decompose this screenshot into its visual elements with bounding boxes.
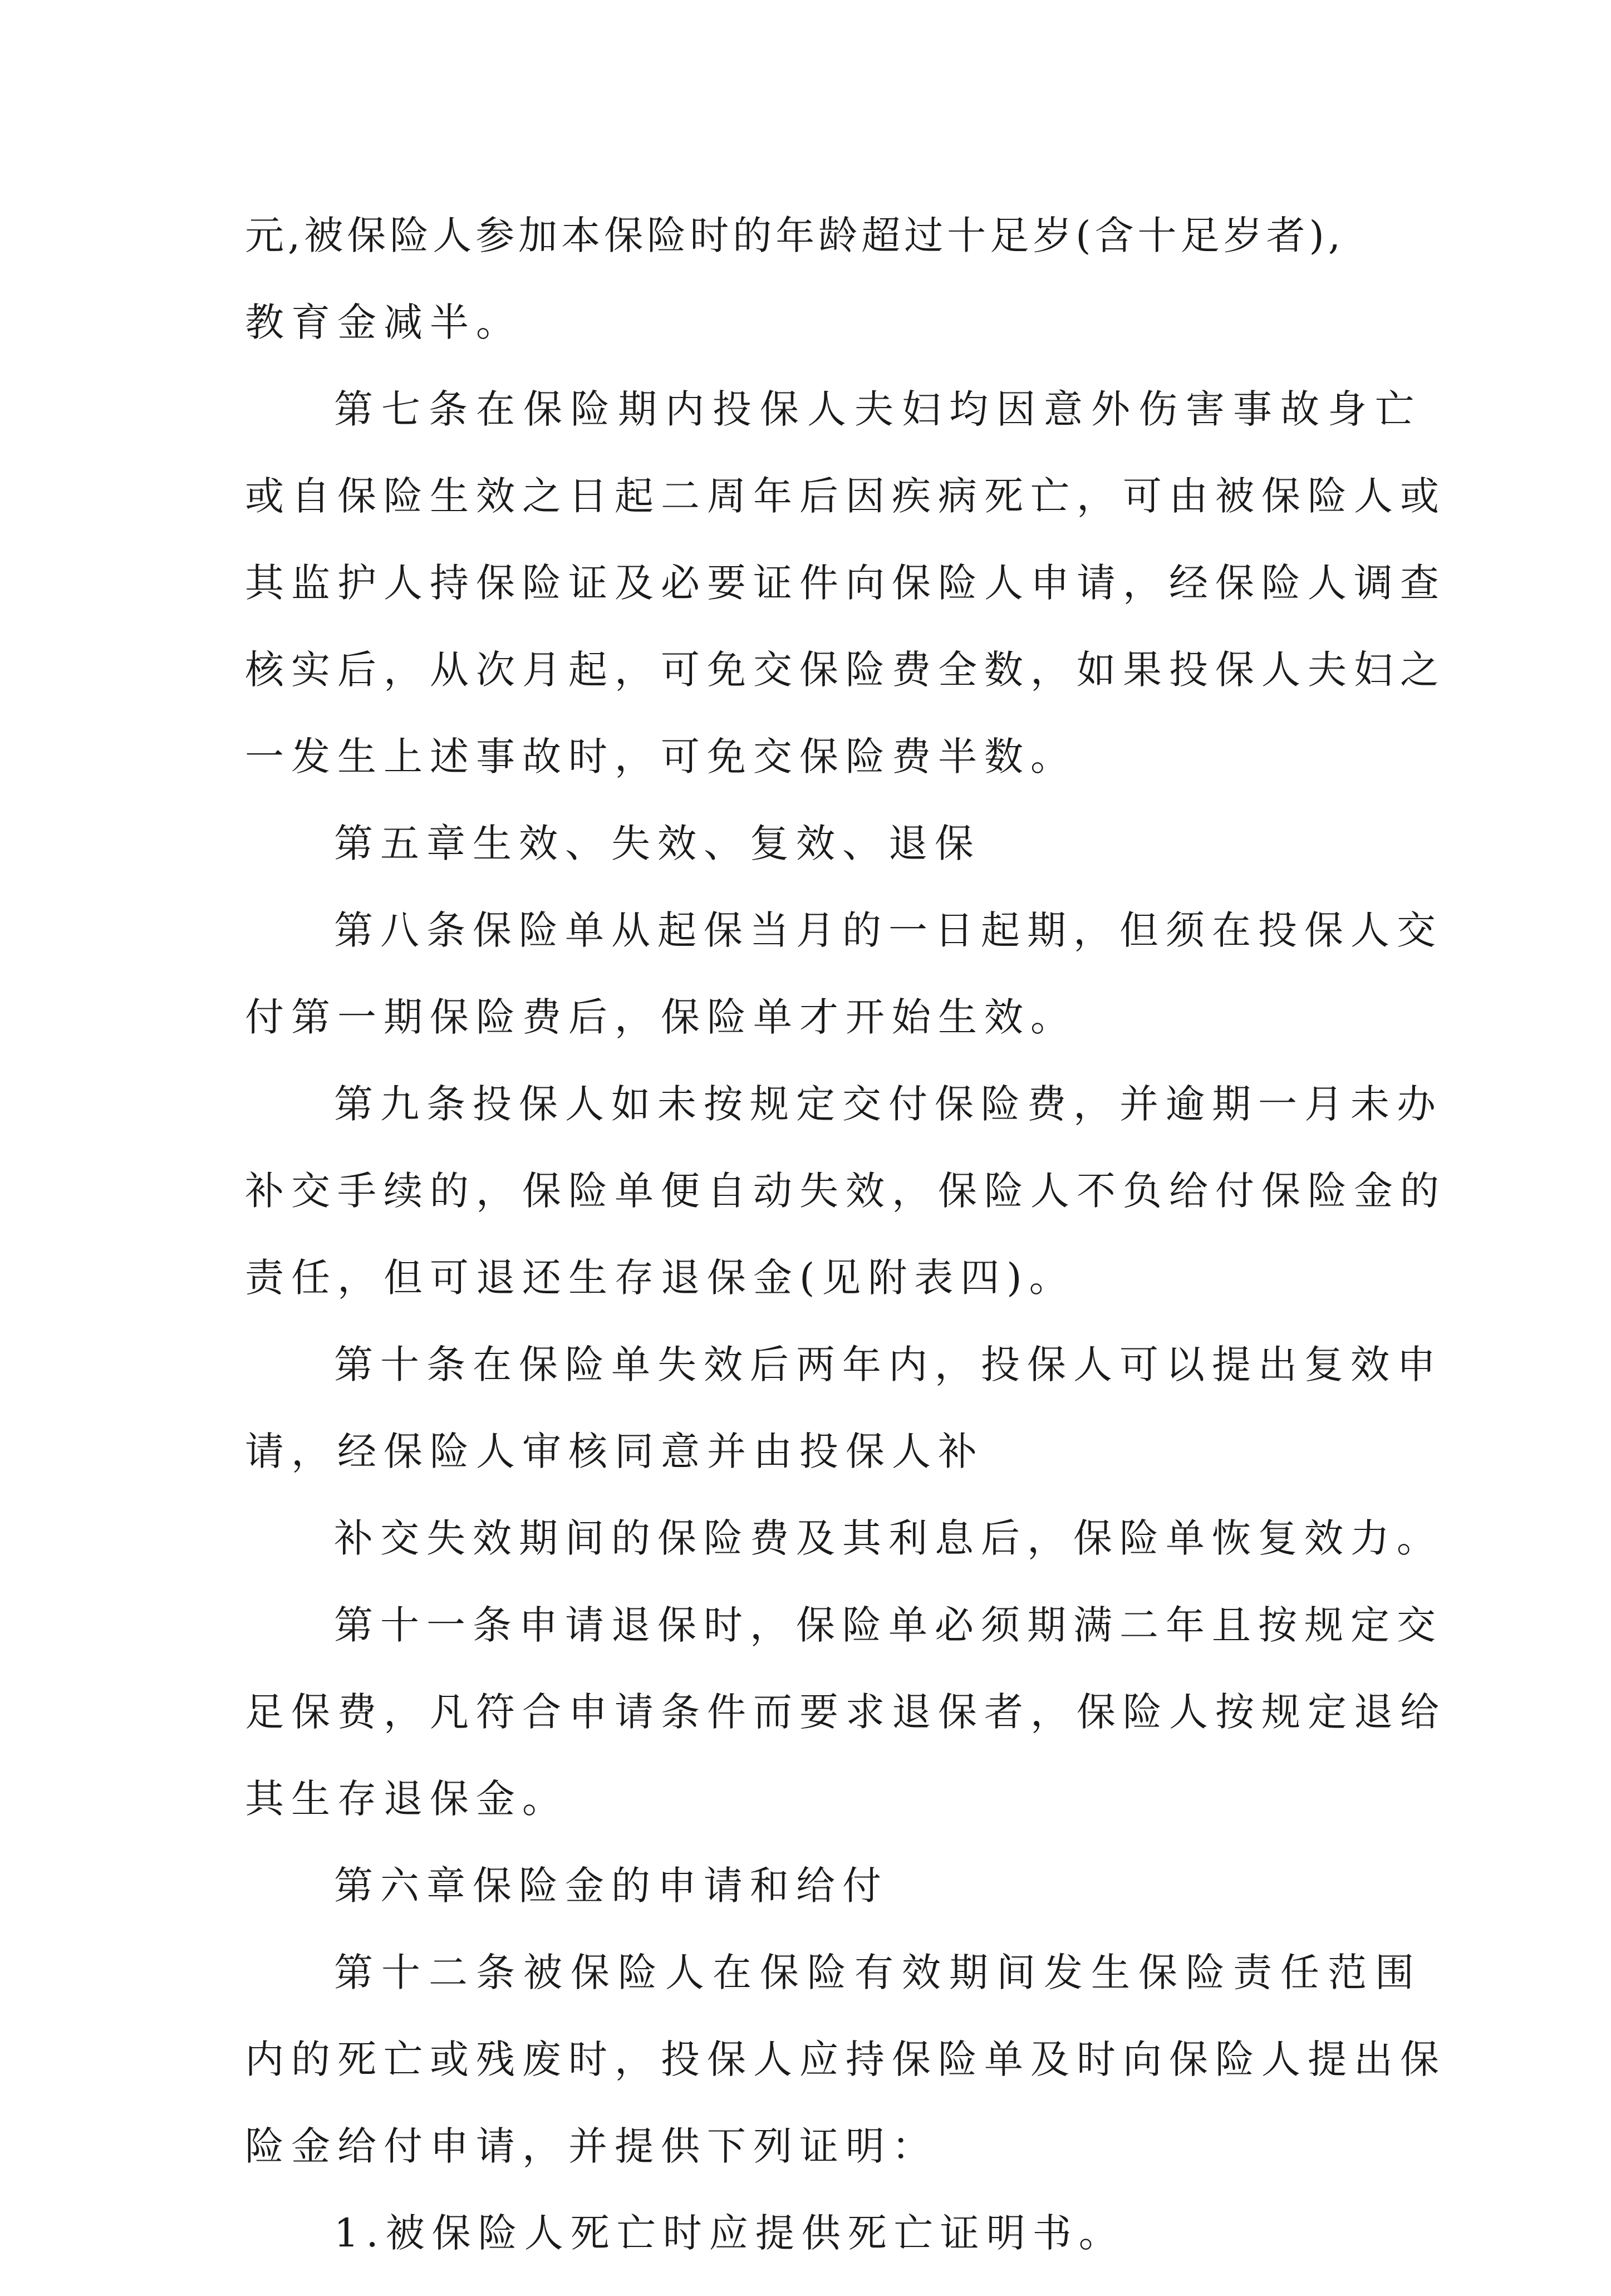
- text-line: 一发生上述事故时，可免交保险费半数。: [245, 734, 1077, 779]
- text-line: 第十条在保险单失效后两年内，投保人可以提出复效申: [334, 1342, 1443, 1387]
- text-line: 第十一条申请退保时，保险单必须期满二年且按规定交: [334, 1602, 1443, 1648]
- text-line: 补交手续的，保险单便自动失效，保险人不负给付保险金的: [245, 1168, 1446, 1214]
- text-line: 第九条投保人如未按规定交付保险费，并逾期一月未办: [334, 1081, 1443, 1127]
- text-line: 第七条在保险期内投保人夫妇均因意外伤害事故身亡: [334, 386, 1422, 432]
- document-body: [245, 212, 1446, 2296]
- text-line: 元,被保险人参加本保险时的年龄超过十足岁(含十足岁者),: [245, 213, 1345, 258]
- text-line: 足保费，凡符合申请条件而要求退保者，保险人按规定退给: [245, 1689, 1446, 1735]
- text-line: 第八条保险单从起保当月的一日起期，但须在投保人交: [334, 907, 1443, 953]
- text-line: 教育金减半。: [245, 300, 522, 345]
- section-heading: 第六章保险金的申请和给付: [334, 1863, 888, 1909]
- section-heading: 第五章生效、失效、复效、退保: [334, 821, 981, 866]
- text-line: 补交失效期间的保险费及其利息后，保险单恢复效力。: [334, 1515, 1443, 1561]
- text-line: 内的死亡或残废时，投保人应持保险单及时向保险人提出保: [245, 2037, 1446, 2082]
- text-line: 险金给付申请，并提供下列证明：: [245, 2123, 938, 2169]
- list-item: 1.被保险人死亡时应提供死亡证明书。: [334, 2210, 1125, 2256]
- text-line: 核实后，从次月起，可免交保险费全数，如果投保人夫妇之: [245, 647, 1446, 693]
- text-line: 付第一期保险费后，保险单才开始生效。: [245, 994, 1077, 1040]
- text-line: 责任，但可退还生存退保金(见附表四)。: [245, 1255, 1075, 1301]
- text-line: 第十二条被保险人在保险有效期间发生保险责任范围: [334, 1950, 1422, 1995]
- text-line: 其监护人持保险证及必要证件向保险人申请，经保险人调查: [245, 560, 1446, 606]
- text-line: 请，经保险人审核同意并由投保人补: [245, 1429, 984, 1474]
- text-line: 或自保险生效之日起二周年后因疾病死亡，可由被保险人或: [245, 473, 1446, 519]
- text-line: 其生存退保金。: [245, 1776, 568, 1822]
